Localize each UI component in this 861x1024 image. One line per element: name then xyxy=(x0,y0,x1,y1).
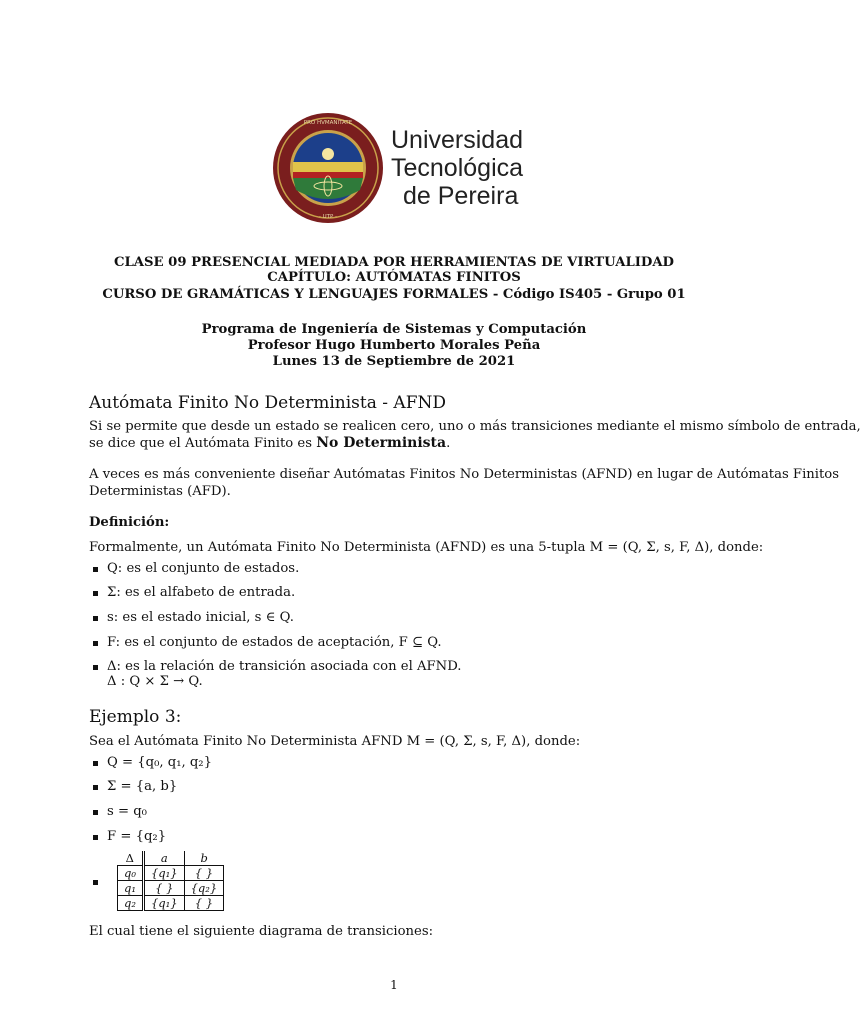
table-cell: {q₁} xyxy=(143,896,184,911)
definition-item-sigma: Σ: es el alfabeto de entrada. xyxy=(107,585,296,600)
intro-line-2-text: se dice que el Autómata Finito es xyxy=(89,436,317,451)
university-name-line-2: Tecnológica xyxy=(391,154,524,182)
table-state-cell: q₀ xyxy=(118,866,144,881)
university-name-line-3: de Pereira xyxy=(403,182,519,210)
intro-line-2-end: . xyxy=(446,436,451,451)
delta-signature: Δ : Q × Σ → Q. xyxy=(107,674,203,689)
example-intro: Sea el Autómata Finito No Determinista AFND M = (Q, Σ, s, F, Δ), donde: xyxy=(89,734,581,749)
svg-text:PRO HVMANITATE: PRO HVMANITATE xyxy=(303,120,353,126)
example-item-accepting: F = {q₂} xyxy=(107,829,167,844)
convenience-line-1: A veces es más conveniente diseñar Autómatas Finitos No Deterministas (AFND) en lugar de Autómatas Finitos xyxy=(89,467,840,482)
table-header-row xyxy=(118,851,224,866)
definition-item-f: F: es el conjunto de estados de aceptación, F ⊆ Q. xyxy=(107,635,442,650)
definition-item-q: Q: es el conjunto de estados. xyxy=(107,561,300,576)
convenience-line-2: Deterministas (AFD). xyxy=(89,484,231,499)
table-header-b: b xyxy=(184,851,224,866)
professor-name: Profesor Hugo Humberto Morales Peña xyxy=(247,338,541,353)
university-name-line-1: Universidad xyxy=(391,126,524,154)
definition-item-delta: Δ: es la relación de transición asociada con el AFND. xyxy=(107,659,462,674)
table-row xyxy=(118,881,224,896)
table-row xyxy=(118,866,224,881)
example-item-states: Q = {q₀, q₁, q₂} xyxy=(107,755,212,770)
table-cell: { } xyxy=(143,881,184,896)
definition-item-s: s: es el estado inicial, s ∈ Q. xyxy=(107,610,294,625)
intro-line-2 xyxy=(89,435,729,452)
svg-text:· UTP ·: · UTP · xyxy=(319,214,337,220)
table-state-cell: q₂ xyxy=(118,896,144,911)
intro-line-1: Si se permite que desde un estado se realicen cero, uno o más transiciones mediante el mismo símbolo de entrada, xyxy=(89,419,861,434)
definition-intro: Formalmente, un Autómata Finito No Determinista (AFND) es una 5-tupla M = (Q, Σ, s, F, Δ), donde: xyxy=(89,540,764,555)
definition-heading: Definición: xyxy=(89,515,170,530)
example-item-initial: s = q₀ xyxy=(107,804,147,819)
university-name xyxy=(391,126,523,210)
example-item-alphabet: Σ = {a, b} xyxy=(107,779,178,794)
table-cell: {q₁} xyxy=(143,866,184,881)
chapter-title: CAPÍTULO: AUTÓMATAS FINITOS xyxy=(267,270,521,285)
closing-sentence: El cual tiene el siguiente diagrama de transiciones: xyxy=(89,924,434,939)
table-bullet xyxy=(93,880,98,885)
intro-paragraph xyxy=(89,418,861,452)
transition-table xyxy=(117,851,224,911)
table-header-delta: Δ xyxy=(118,851,144,866)
class-title: CLASE 09 PRESENCIAL MEDIADA POR HERRAMIENTAS DE VIRTUALIDAD xyxy=(114,255,674,270)
table-cell: {q₂} xyxy=(184,881,224,896)
table-cell: { } xyxy=(184,896,224,911)
table-header-a: a xyxy=(143,851,184,866)
example-title: Ejemplo 3: xyxy=(89,707,182,727)
course-title: CURSO DE GRAMÁTICAS Y LENGUAJES FORMALES - Código IS405 - Grupo 01 xyxy=(102,287,686,302)
no-determinista-emphasis: No Determinista xyxy=(316,435,447,451)
page-number: 1 xyxy=(390,978,398,992)
section-title: Autómata Finito No Determinista - AFND xyxy=(89,393,446,413)
table-state-cell: q₁ xyxy=(118,881,144,896)
table-cell: { } xyxy=(184,866,224,881)
university-seal-logo xyxy=(272,112,384,224)
program-name: Programa de Ingeniería de Sistemas y Computación xyxy=(201,322,587,337)
document-date: Lunes 13 de Septiembre de 2021 xyxy=(272,354,516,369)
table-row xyxy=(118,896,224,911)
convenience-paragraph xyxy=(89,466,840,500)
